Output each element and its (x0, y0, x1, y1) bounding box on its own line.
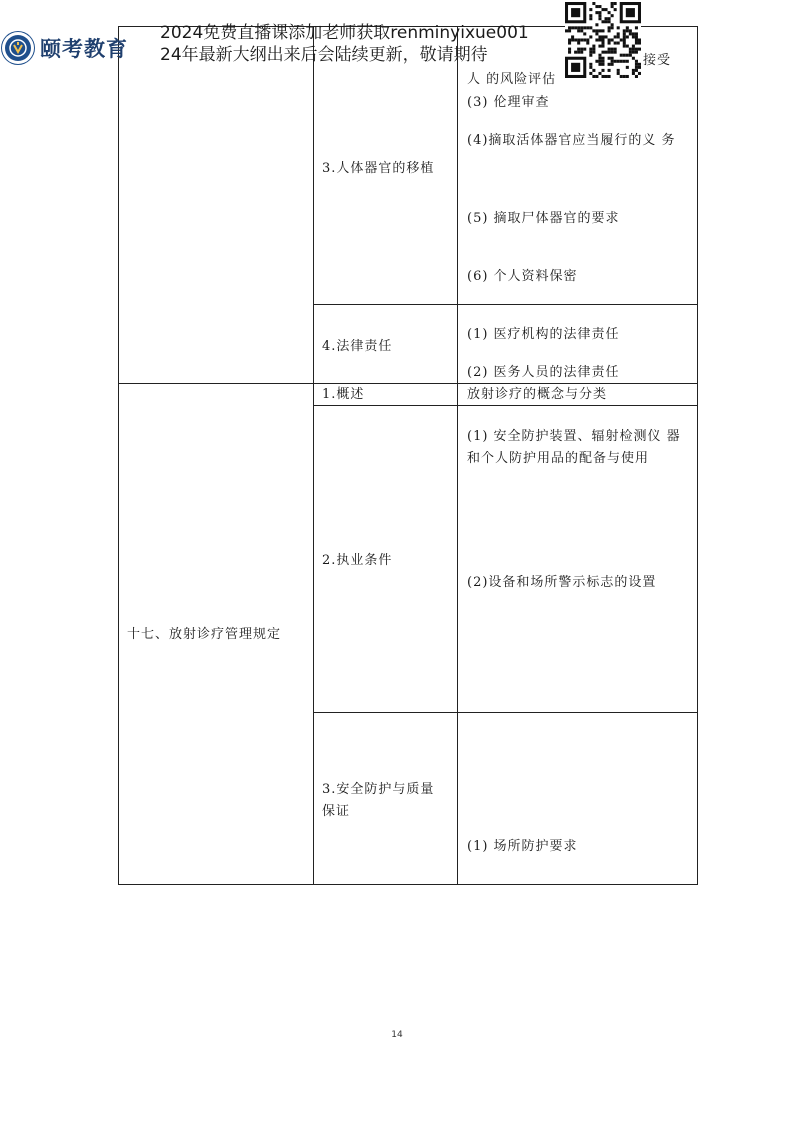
overview-content: 放射诊疗的概念与分类 (467, 387, 608, 402)
table-divider-col1 (313, 26, 314, 884)
table-border-bottom (118, 884, 698, 885)
section17-title: 十七、放射诊疗管理规定 (127, 627, 282, 642)
table-divider-col2 (457, 26, 458, 884)
row-divider-conditions (313, 712, 698, 713)
safety-quality-label: 3.安全防护与质量 保证 (322, 782, 435, 819)
organ-transplant-label: 3.人体器官的移植 (322, 161, 435, 176)
qr-code-icon (565, 2, 641, 78)
promo-line-1: 2024免费直播课添加老师获取renminyixue001 (160, 23, 529, 43)
conditions-label: 2.执业条件 (322, 553, 393, 568)
organ-item-cadaver: (5) 摘取尸体器官的要求 (467, 211, 620, 226)
conditions-item-signage: (2)设备和场所警示标志的设置 (467, 575, 657, 590)
safety-item-site: (1) 场所防护要求 (467, 839, 578, 854)
organ-item-privacy: (6) 个人资料保密 (467, 269, 578, 284)
legal-item-institution: (1) 医疗机构的法律责任 (467, 327, 620, 342)
brand-name: 颐考教育 (40, 37, 128, 61)
organ-item-risk: 人 的风险评估 (467, 72, 557, 87)
legal-item-staff: (2) 医务人员的法律责任 (467, 365, 620, 380)
table-border-left (118, 26, 119, 884)
conditions-item-equipment: (1) 安全防护装置、辐射检测仪 器和个人防护用品的配备与使用 (467, 429, 681, 466)
organ-item-ethics: (3) 伦理审查 (467, 95, 550, 110)
table-border-right (697, 26, 698, 884)
page-number: 14 (391, 1030, 403, 1040)
promo-line-2: 24年最新大纲出来后会陆续更新，敬请期待 (160, 45, 488, 65)
brand-logo (2, 32, 128, 64)
overview-label: 1.概述 (322, 387, 365, 402)
legal-liability-label: 4.法律责任 (322, 339, 393, 354)
brand-emblem-icon (2, 32, 34, 64)
row-divider-organ-legal (313, 304, 698, 305)
organ-item-partial: 接受 (643, 53, 672, 68)
organ-item-living: (4)摘取活体器官应当履行的义 务 (467, 133, 676, 148)
